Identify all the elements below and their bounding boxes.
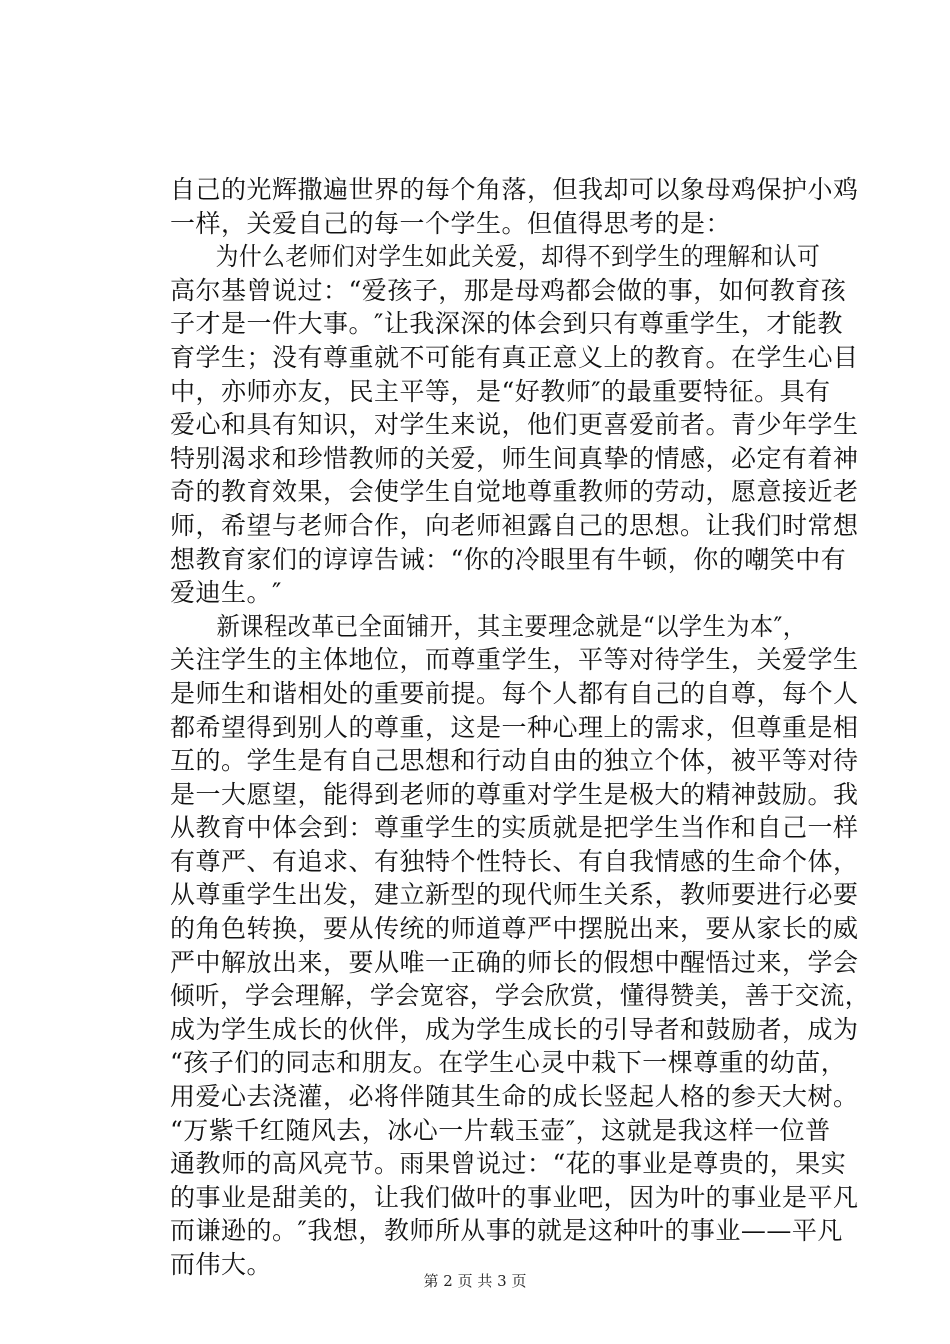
text-line: 中，亦师亦友，民主平等，是“好教师″的最重要特征。具有 [170, 376, 831, 406]
text-line: 关注学生的主体地位，而尊重学生，平等对待学生，关爱学生 [170, 645, 859, 675]
text-line: 新课程改革已全面铺开，其主要理念就是“以学生为本″， [216, 611, 807, 641]
text-line: 从教育中体会到：尊重学生的实质就是把学生当作和自己一样 [170, 813, 859, 843]
text-line: 的角色转换，要从传统的师道尊严中摆脱出来，要从家长的威 [170, 914, 859, 944]
text-line: “孩子们的同志和朋友。在学生心灵中栽下一棵尊重的幼苗， [170, 1048, 847, 1078]
text-line: 自己的光辉撒遍世界的每个角落，但我却可以象母鸡保护小鸡 [170, 175, 859, 204]
text-line: 而伟大。 [170, 1250, 273, 1279]
text-line: 奇的教育效果，会使学生自觉地尊重教师的劳动，愿意接近老 [170, 477, 859, 507]
text-line: 是一大愿望，能得到老师的尊重对学生是极大的精神鼓励。我 [170, 779, 859, 809]
text-line: 特别渴求和珍惜教师的关爱，师生间真挚的情感，必定有着神 [170, 443, 859, 473]
text-line: 有尊严、有追求、有独特个性特长、有自我情感的生命个体， [170, 846, 859, 876]
text-line: 都希望得到别人的尊重，这是一种心理上的需求，但尊重是相 [170, 712, 859, 742]
text-line: 高尔基曾说过：“爱孩子，那是母鸡都会做的事，如何教育孩 [170, 275, 847, 305]
text-line: 是师生和谐相处的重要前提。每个人都有自己的自尊，每个人 [170, 678, 859, 708]
text-line: 的事业是甜美的，让我们做叶的事业吧，因为叶的事业是平凡 [170, 1182, 859, 1212]
text-line: 通教师的高风亮节。雨果曾说过：“花的事业是尊贵的，果实 [170, 1149, 847, 1179]
text-line: 用爱心去浇灌，必将伴随其生命的成长竖起人格的参天大树。 [170, 1082, 859, 1112]
text-line: 严中解放出来，要从唯一正确的师长的假想中醒悟过来，学会 [170, 947, 859, 977]
text-line: 想教育家们的谆谆告诫：“你的冷眼里有牛顿，你的嘲笑中有 [170, 544, 847, 574]
text-line: 爱迪生。″ [170, 578, 282, 608]
text-line: 从尊重学生出发，建立新型的现代师生关系，教师要进行必要 [170, 880, 859, 910]
page-footer: 第 2 页 共 3 页 [423, 1272, 527, 1290]
text-line: 师，希望与老师合作，向老师袒露自己的思想。让我们时常想 [170, 510, 859, 540]
document-body [170, 173, 870, 1282]
text-line: 而谦逊的。″我想，教师所从事的就是这种叶的事业——平凡 [170, 1216, 843, 1246]
text-line: 子才是一件大事。″让我深深的体会到只有尊重学生，才能教 [170, 309, 843, 339]
text-line: 倾听，学会理解，学会宽容，学会欣赏，懂得赞美，善于交流， [170, 981, 870, 1011]
text-line: 成为学生成长的伙伴，成为学生成长的引导者和鼓励者，成为 [170, 1014, 859, 1044]
text-line: 爱心和具有知识，对学生来说，他们更喜爱前者。青少年学生 [170, 410, 859, 440]
text-line: 互的。学生是有自己思想和行动自由的独立个体，被平等对待 [170, 746, 859, 776]
text-line: “万紫千红随风去，冰心一片载玉壶″，这就是我这样一位普 [170, 1115, 831, 1145]
text-line: 育学生；没有尊重就不可能有真正意义上的教育。在学生心目 [170, 342, 859, 372]
text-line: 为什么老师们对学生如此关爱，却得不到学生的理解和认可 [215, 242, 821, 272]
text-line: 一样，关爱自己的每一个学生。但值得思考的是： [170, 208, 732, 238]
